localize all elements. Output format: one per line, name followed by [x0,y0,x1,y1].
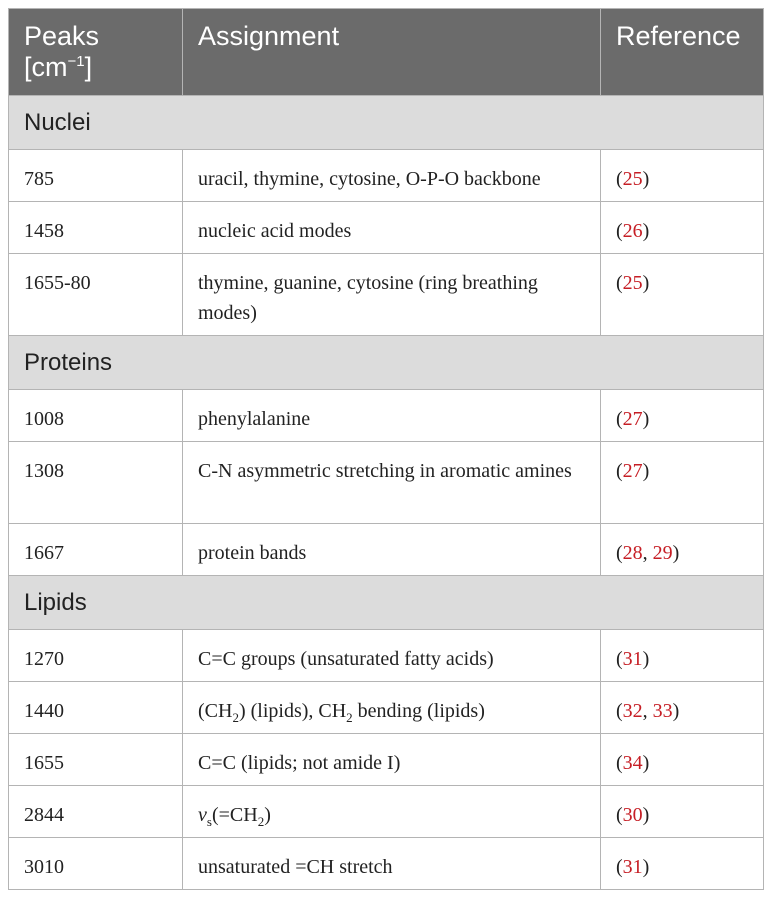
reference-link[interactable]: 26 [622,220,643,242]
reference-cell: (25) [601,150,764,202]
reference-link[interactable]: 31 [622,856,643,878]
reference-link[interactable]: 27 [622,460,643,482]
table-row [9,442,764,524]
assignment-cell: $\nu_s(=CH_2)$ [183,786,601,838]
reference-cell: (27) [601,442,764,524]
reference-cell: (27) [601,390,764,442]
raman-peaks-table [8,8,764,890]
reference-link[interactable]: 25 [622,272,643,294]
header-peaks-unit-close: ] [84,52,93,82]
peak-cell: 2844 [9,786,183,838]
header-peaks-label: Peaks [24,21,100,51]
header-peaks-unit: [cm [24,52,68,82]
reference-link[interactable]: 25 [622,168,643,190]
assignment-cell: unsaturated =CH stretch [183,838,601,890]
table-row [9,682,764,734]
table-row [9,254,764,336]
reference-link[interactable]: 34 [622,752,643,774]
peak-cell: 1008 [9,390,183,442]
reference-link[interactable]: 28 [622,542,643,564]
table-row [9,524,764,576]
reference-link[interactable]: 33 [652,700,673,722]
peak-cell: 785 [9,150,183,202]
peak-cell: 1270 [9,630,183,682]
header-row [9,9,764,96]
reference-link[interactable]: 31 [622,648,643,670]
table-row [9,150,764,202]
section-row-lipids [9,576,764,630]
peak-cell: 1440 [9,682,183,734]
table-row [9,786,764,838]
reference-link[interactable]: 30 [622,804,643,826]
peak-cell: 3010 [9,838,183,890]
reference-cell: (26) [601,202,764,254]
header-assignment: Assignment [183,9,601,96]
peak-cell: 1655 [9,734,183,786]
reference-link[interactable]: 29 [652,542,673,564]
reference-link[interactable]: 32 [622,700,643,722]
table-row [9,838,764,890]
header-reference: Reference [601,9,764,96]
reference-cell: (28, 29) [601,524,764,576]
section-row-nuclei [9,96,764,150]
peak-cell: 1655-80 [9,254,183,336]
reference-cell: (34) [601,734,764,786]
header-peaks [9,9,183,96]
reference-cell: (30) [601,786,764,838]
table-row [9,734,764,786]
assignment-cell: thymine, guanine, cytosine (ring breathing modes) [183,254,601,336]
reference-cell: (25) [601,254,764,336]
peak-cell: 1458 [9,202,183,254]
section-title: Proteins [9,336,764,390]
table-row [9,202,764,254]
peak-cell: 1308 [9,442,183,524]
section-row-proteins [9,336,764,390]
assignment-cell: $(CH_2)$ (lipids), $CH_2$ bending (lipids) [183,682,601,734]
table-row [9,630,764,682]
peak-cell: 1667 [9,524,183,576]
section-title: Nuclei [9,96,764,150]
assignment-cell: nucleic acid modes [183,202,601,254]
assignment-cell: C=C groups (unsaturated fatty acids) [183,630,601,682]
table-row [9,390,764,442]
reference-link[interactable]: 27 [622,408,643,430]
section-title: Lipids [9,576,764,630]
assignment-cell: C=C (lipids; not amide I) [183,734,601,786]
reference-cell: (31) [601,630,764,682]
assignment-cell: C-N asymmetric stretching in aromatic amines [183,442,601,524]
assignment-cell: phenylalanine [183,390,601,442]
reference-cell: (31) [601,838,764,890]
assignment-cell: protein bands [183,524,601,576]
assignment-cell: uracil, thymine, cytosine, O-P-O backbone [183,150,601,202]
reference-cell: (32, 33) [601,682,764,734]
header-peaks-unit-exp: −1 [67,53,85,70]
